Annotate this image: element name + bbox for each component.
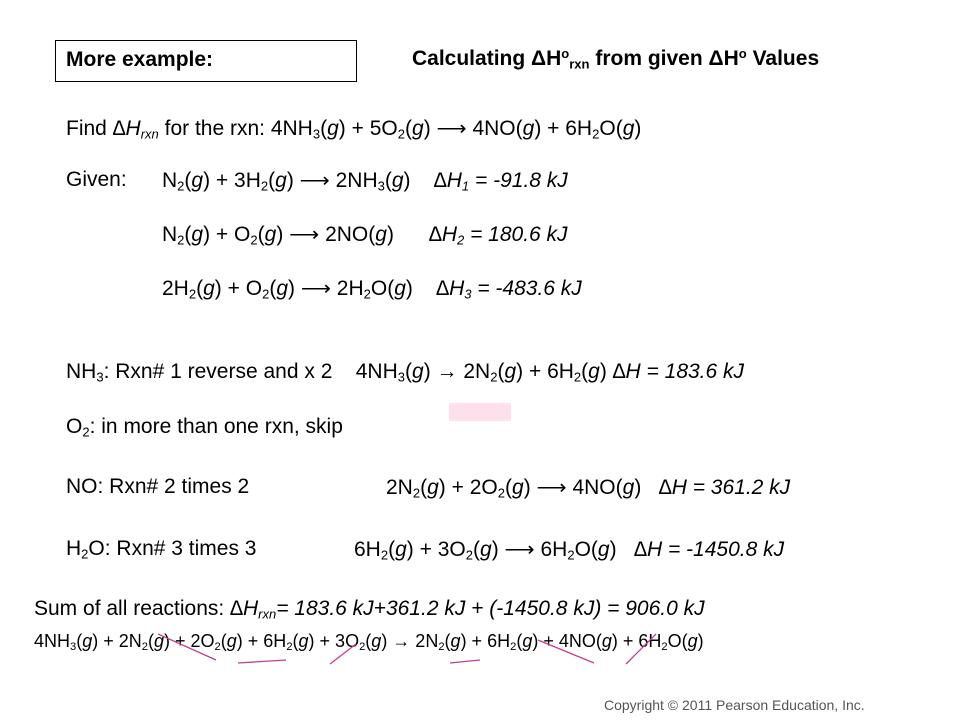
text: ) ⟶ 2NH xyxy=(286,169,378,192)
phase: g xyxy=(597,538,610,561)
text: ) + 6H xyxy=(534,117,593,140)
text: ) + O xyxy=(203,223,251,246)
phase: g xyxy=(226,631,237,651)
text: O( xyxy=(370,277,395,300)
subscript: 2 xyxy=(497,485,505,501)
heading-part: from given ΔH xyxy=(589,47,739,70)
subscript: 2 xyxy=(397,126,405,142)
text: 4NH xyxy=(34,631,71,651)
subscript: 2 xyxy=(510,641,517,654)
subscript: 2 xyxy=(260,178,269,194)
heading-sup: o xyxy=(738,45,747,61)
text: ) ⟶ 4NO( xyxy=(423,117,523,140)
text: ( xyxy=(268,169,276,192)
subscript: 3 xyxy=(397,369,405,385)
text: ) ⟶ 2NO( xyxy=(276,223,376,246)
text: ( xyxy=(420,476,428,499)
phase: g xyxy=(450,631,461,651)
cancel-line xyxy=(238,660,286,663)
subscript: 2 xyxy=(465,547,473,563)
text: ( xyxy=(196,277,204,300)
enthalpy-value: = 361.2 kJ xyxy=(686,476,791,499)
text: ) xyxy=(403,169,411,192)
text: ) + 2O xyxy=(438,476,498,499)
phase: g xyxy=(512,476,524,499)
text: ( xyxy=(148,631,154,651)
phase: g xyxy=(203,277,215,300)
text: : in more than one rxn, skip xyxy=(89,415,343,438)
delta-h-sub: 1 xyxy=(461,178,470,194)
no-step-label: NO: Rxn# 2 times 2 xyxy=(66,475,250,498)
enthalpy-value: = 180.6 kJ xyxy=(464,223,568,246)
text: Sum of all reactions: xyxy=(34,597,231,620)
cancel-line xyxy=(330,644,356,664)
subscript: 2 xyxy=(262,286,270,302)
delta-h: ∆H xyxy=(230,597,259,620)
subscript: 2 xyxy=(286,641,293,654)
phase: g xyxy=(504,360,517,383)
text: ( xyxy=(388,538,396,561)
phase: g xyxy=(427,476,439,499)
delta-h: ∆H xyxy=(433,169,462,192)
text: ( xyxy=(257,223,265,246)
text: ) xyxy=(609,538,617,561)
text: ( xyxy=(505,476,512,499)
text: ( xyxy=(184,169,192,192)
phase: g xyxy=(687,631,698,651)
subscript: 2 xyxy=(177,178,185,194)
text: O: Rxn# 3 times 3 xyxy=(88,537,257,560)
text: ( xyxy=(516,631,523,651)
delta-h-sub: 3 xyxy=(464,286,472,302)
enthalpy-value: = -91.8 kJ xyxy=(469,169,568,192)
text: ( xyxy=(581,360,589,383)
subscript: 2 xyxy=(81,546,89,562)
text: ) + 3H xyxy=(203,169,261,192)
copyright-notice: Copyright © 2011 Pearson Education, Inc. xyxy=(604,697,865,713)
text: ( xyxy=(384,169,392,192)
text: ) + 6H xyxy=(611,631,662,651)
delta-h-sub: 2 xyxy=(456,232,465,248)
subscript: 2 xyxy=(141,641,148,654)
subscript: 2 xyxy=(661,641,668,654)
given-label: Given: xyxy=(66,168,127,191)
text: ) ⟶ 6H xyxy=(491,538,568,561)
phase: g xyxy=(375,223,387,246)
phase: g xyxy=(601,631,612,651)
subscript: 3 xyxy=(96,369,104,385)
heading-part: Calculating ΔH xyxy=(412,47,562,70)
delta-h: ∆H xyxy=(428,223,457,246)
subscript: 2 xyxy=(250,232,258,248)
title-box-label: More example: xyxy=(66,48,214,71)
text: H xyxy=(66,537,82,560)
subscript: 2 xyxy=(363,286,371,302)
text: 2N xyxy=(386,476,413,499)
phase: g xyxy=(371,631,382,651)
text: ) ⟶ 4NO( xyxy=(523,476,623,499)
enthalpy-value: = -1450.8 kJ xyxy=(662,538,785,561)
subscript: 2 xyxy=(214,641,221,654)
subscript: 2 xyxy=(592,126,600,142)
text: 2H xyxy=(162,277,189,300)
phase: g xyxy=(522,631,533,651)
delta-h: ∆H xyxy=(634,538,663,561)
text: NH xyxy=(66,360,97,383)
text: ) xyxy=(599,360,613,383)
phase: g xyxy=(191,169,204,192)
text: ( xyxy=(365,631,372,651)
text: N xyxy=(162,169,178,192)
delta-h-sub: rxn xyxy=(140,126,159,142)
text: ) + 5O xyxy=(338,117,398,140)
text: ) + 6H xyxy=(236,631,287,651)
subscript: 2 xyxy=(188,286,197,302)
text: ( xyxy=(269,277,277,300)
text: O( xyxy=(574,538,598,561)
cancel-line xyxy=(158,634,216,660)
heading-sup: o xyxy=(561,45,570,61)
phase: g xyxy=(298,631,309,651)
cancel-line xyxy=(450,660,480,663)
text: ) + 4NO( xyxy=(532,631,602,651)
heading-sub: rxn xyxy=(569,56,590,72)
text: ) xyxy=(697,631,704,651)
text: ) + 6H xyxy=(516,360,574,383)
phase: g xyxy=(264,223,277,246)
phase: g xyxy=(412,360,424,383)
text: ( xyxy=(220,631,227,651)
text: ( xyxy=(405,117,412,140)
text: N xyxy=(162,223,178,246)
subscript: 3 xyxy=(377,178,385,194)
cancel-line xyxy=(626,634,656,664)
subscript: 2 xyxy=(177,232,185,248)
phase: g xyxy=(275,169,287,192)
text: ( xyxy=(320,117,328,140)
delta-h: ∆H xyxy=(658,476,687,499)
text: ) xyxy=(405,277,413,300)
subscript: 2 xyxy=(567,547,575,563)
delta-h-sub: rxn xyxy=(258,606,277,622)
delta-h: ∆H xyxy=(112,117,141,140)
text: ( xyxy=(405,360,412,383)
text: ( xyxy=(444,631,451,651)
phase: g xyxy=(395,538,407,561)
text: ( xyxy=(473,538,480,561)
phase: g xyxy=(622,476,635,499)
phase: g xyxy=(622,117,635,140)
text: ) xyxy=(634,476,642,499)
phase: g xyxy=(154,631,165,651)
cancel-line xyxy=(538,640,594,663)
subscript: 2 xyxy=(490,369,498,385)
subscript: 2 xyxy=(359,641,366,654)
phase: g xyxy=(82,631,93,651)
subscript: 3 xyxy=(70,641,77,654)
text: O( xyxy=(599,117,623,140)
enthalpy-value: = -483.6 kJ xyxy=(471,277,582,300)
text: ) + 3O xyxy=(406,538,466,561)
delta-h: ∆H xyxy=(612,360,641,383)
subscript: 2 xyxy=(82,424,90,440)
enthalpy-value: = 183.6 kJ+361.2 kJ + (-1450.8 kJ) = 906.0 kJ xyxy=(276,597,705,620)
subscript: 2 xyxy=(438,641,445,654)
text: ) → 2N xyxy=(423,360,491,383)
find-text: for the rxn: 4NH xyxy=(158,117,313,140)
delta-h: ∆H xyxy=(436,277,465,300)
phase: g xyxy=(327,117,339,140)
text: 6H xyxy=(354,538,381,561)
text: ) → 2N xyxy=(381,631,439,651)
text: ) xyxy=(386,223,394,246)
text: ( xyxy=(76,631,83,651)
heading-part: Values xyxy=(746,47,820,70)
phase: g xyxy=(588,360,600,383)
phase: g xyxy=(276,277,288,300)
text: ) + 2N xyxy=(92,631,142,651)
text: O( xyxy=(667,631,688,651)
enthalpy-value: = 183.6 kJ xyxy=(640,360,745,383)
text: ) + 2O xyxy=(164,631,215,651)
phase: g xyxy=(191,223,204,246)
text: ) + 3O xyxy=(308,631,360,651)
phase: g xyxy=(480,538,492,561)
text: ) ⟶ 2H xyxy=(288,277,364,300)
text: ( xyxy=(184,223,192,246)
text: ( xyxy=(497,360,505,383)
phase: g xyxy=(412,117,424,140)
text: 4NH xyxy=(355,360,398,383)
text: ) xyxy=(634,117,642,140)
subscript: 2 xyxy=(573,369,582,385)
text: O xyxy=(66,415,83,438)
subscript: 2 xyxy=(380,547,389,563)
phase: g xyxy=(394,277,406,300)
text: : Rxn# 1 reverse and x 2 xyxy=(103,360,333,383)
phase: g xyxy=(522,117,535,140)
subscript: 3 xyxy=(312,126,321,142)
text: ) + O xyxy=(214,277,263,300)
find-label: Find xyxy=(66,117,113,140)
phase: g xyxy=(391,169,404,192)
text: ) + 6H xyxy=(460,631,511,651)
text: ( xyxy=(292,631,299,651)
subscript: 2 xyxy=(412,485,421,501)
